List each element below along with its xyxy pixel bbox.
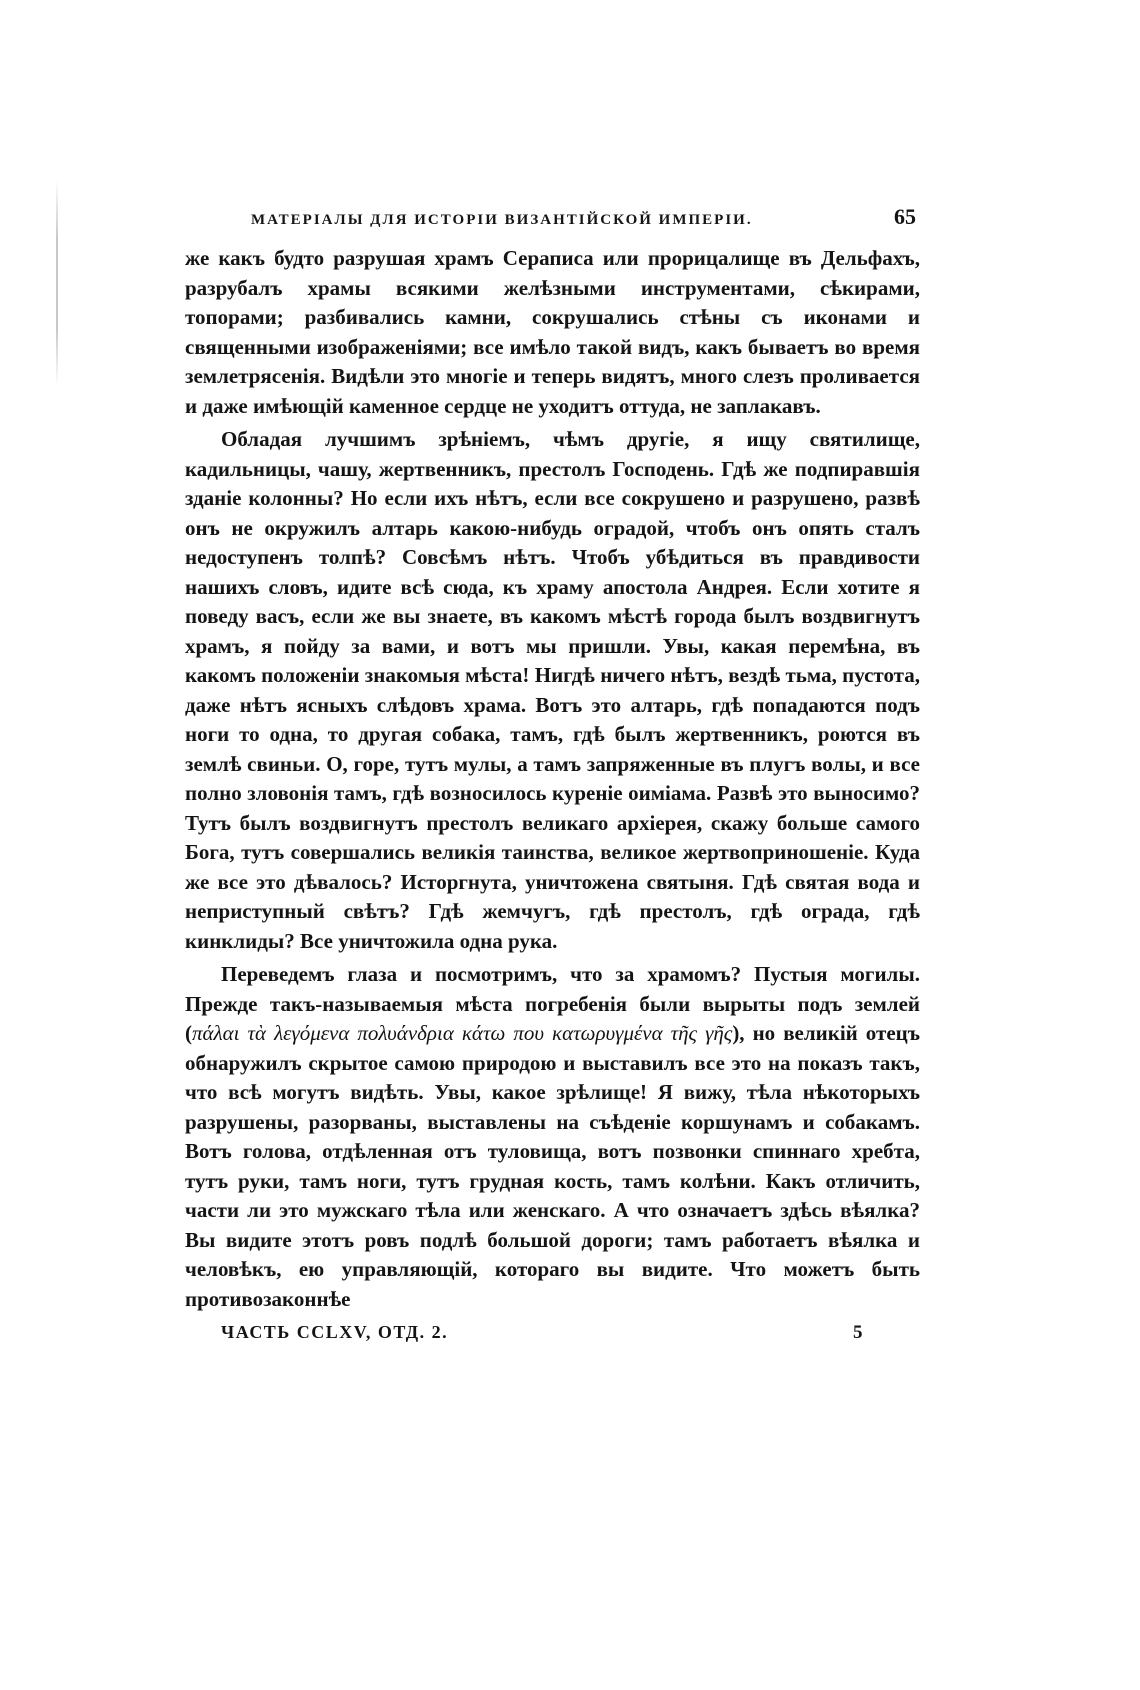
scan-margin-artifact — [56, 180, 58, 1660]
page-footer — [185, 1322, 920, 1352]
paragraph-3-text-end: ), но великій отецъ обнаружилъ скрытое самою природою и выставилъ все это на показъ такъ, что всѣ могутъ видѣть. Увы, какое зрѣлище! Я вижу, тѣла нѣкоторыхъ разрушены, разорваны, выставлены на съѣденіе коршунамъ и собакамъ. Вотъ голова, отдѣленная отъ туловища, вотъ позвонки спиннаго хребта, тутъ руки, тамъ ноги, тутъ грудная кость, тамъ колѣни. Какъ отличить, части ли это мужскаго тѣла или женскаго. А что означаетъ здѣсь вѣялка? Вы видите этотъ ровъ подлѣ большой дороги; тамъ работаетъ вѣялка и человѣкъ, ею управляющій, котораго вы видите. Что можетъ быть противозаконнѣе — [185, 1021, 920, 1311]
book-page — [185, 204, 920, 1352]
paragraph-1: же какъ будто разрушая храмъ Сераписа или прорицалище въ Дельфахъ, разрубалъ храмы всякими желѣзными инструментами, сѣкирами, топорами; разбивались камни, сокрушались стѣны съ иконами и священными изображеніями; все имѣло такой видъ, какъ бываетъ во время землетрясенія. Видѣли это многіе и теперь видятъ, много слезъ проливается и даже имѣющій каменное сердце не уходитъ оттуда, не заплакавъ. — [185, 246, 920, 418]
page-number: 65 — [894, 204, 916, 229]
paragraph-2: Обладая лучшимъ зрѣніемъ, чѣмъ другіе, я ищу святилище, кадильницы, чашу, жертвенникъ, престолъ Господень. Гдѣ же подпиравшія зданіе колонны? Но если ихъ нѣтъ, если все сокрушено и разрушено, развѣ онъ не окружилъ алтарь какою-нибудь оградой, чтобъ онъ опять сталъ недоступенъ толпѣ? Совсѣмъ нѣтъ. Чтобъ убѣдиться въ правдивости нашихъ словъ, идите всѣ сюда, къ храму апостола Андрея. Если хотите я поведу васъ, если же вы знаете, въ какомъ мѣстѣ города былъ воздвигнутъ храмъ, я пойду за вами, и вотъ мы пришли. Увы, какая перемѣна, въ какомъ положеніи знакомыя мѣста! Нигдѣ ничего нѣтъ, вездѣ тьма, пустота, даже нѣтъ ясныхъ слѣдовъ храма. Вотъ это алтарь, гдѣ попадаются подъ ноги то одна, то другая собака, тамъ, гдѣ былъ жертвенникъ, роются въ землѣ свиньи. О, горе, тутъ мулы, а тамъ запряженные въ плугъ волы, и все полно зловонія тамъ, гдѣ возносилось куреніе оиміама. Развѣ это выносимо? Тутъ былъ воздвигнутъ престолъ великаго архіерея, скажу больше самого Бога, тутъ совершались великія таинства, великое жертвоприношеніе. Куда же все это дѣвалось? Исторгнута, уничтожена святыня. Гдѣ святая вода и неприступный свѣтъ? Гдѣ жемчугъ, гдѣ престолъ, гдѣ ограда, гдѣ кинклиды? Все уничтожила одна рука. — [185, 427, 920, 953]
running-title: МАТЕРІАЛЫ ДЛЯ ИСТОРІИ ВИЗАНТІЙСКОЙ ИМПЕРІИ. — [251, 212, 753, 228]
printer-signature: ЧАСТЬ CCLXV, ОТД. 2. — [221, 1322, 449, 1342]
running-head — [185, 204, 920, 230]
paragraph-3-text-start: Переведемъ глаза и посмотримъ, что за храмомъ? Пустыя могилы. Прежде такъ-называемыя мѣста погребенія были вырыты подъ землей ( — [185, 962, 920, 1045]
signature-number: 5 — [853, 1322, 863, 1343]
body-text — [185, 244, 920, 1314]
greek-quotation: πάλαι τὰ λεγόμενα πολυάνδρια κάτω που κατωρυγμένα τῆς γῆς — [192, 1021, 733, 1045]
paragraph-3 — [185, 960, 920, 1314]
